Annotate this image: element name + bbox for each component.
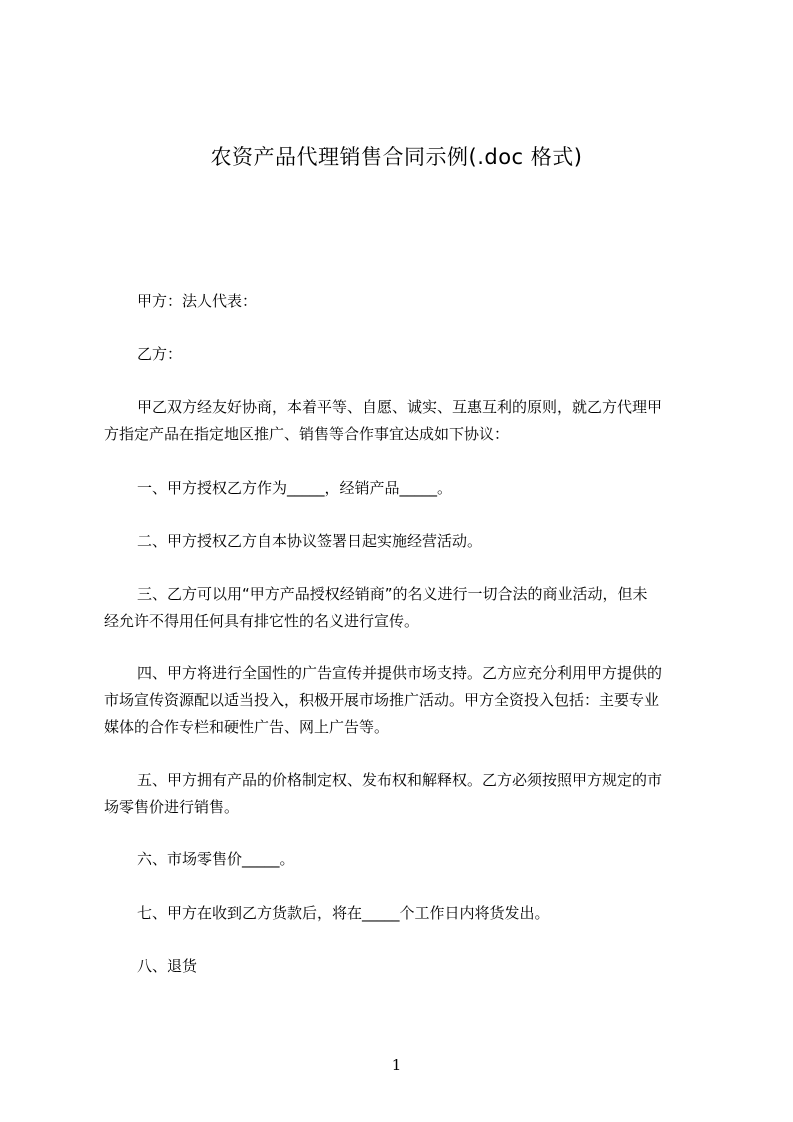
clause-5-line-1: 五、甲方拥有产品的价格制定权、发布权和解释权。乙方必须按照甲方规定的市 xyxy=(137,771,663,789)
clause-5 xyxy=(104,767,702,821)
party-a-line xyxy=(104,288,735,315)
intro-line-2: 方指定产品在指定地区推广、销售等合作事宜达成如下协议： xyxy=(104,425,510,443)
party-a-text: 甲方：法人代表： xyxy=(137,292,258,310)
clause-8 xyxy=(104,953,735,980)
document-title: 农资产品代理销售合同示例(.doc 格式) xyxy=(210,145,583,169)
clause-4 xyxy=(104,660,702,741)
clause-3 xyxy=(104,581,702,635)
intro-line-1: 甲乙双方经友好协商，本着平等、自愿、诚实、互惠互利的原则，就乙方代理甲 xyxy=(137,398,663,416)
clause-6-text: 六、市场零售价_____。 xyxy=(137,850,295,868)
clause-7-text: 七、甲方在收到乙方货款后，将在_____个工作日内将货发出。 xyxy=(137,904,550,922)
clause-3-line-2: 经允许不得用任何具有排它性的名义进行宣传。 xyxy=(104,612,420,630)
clause-1 xyxy=(104,475,735,502)
intro-paragraph xyxy=(104,394,702,448)
clause-7 xyxy=(104,900,735,927)
clause-2 xyxy=(104,528,735,555)
clause-8-text: 八、退货 xyxy=(137,957,198,975)
clause-4-line-1: 四、甲方将进行全国性的广告宣传并提供市场支持。乙方应充分利用甲方提供的 xyxy=(137,664,663,682)
party-b-text: 乙方： xyxy=(137,345,183,363)
page-number: 1 xyxy=(391,1056,402,1074)
party-b-line xyxy=(104,341,735,368)
clause-2-text: 二、甲方授权乙方自本协议签署日起实施经营活动。 xyxy=(137,532,483,550)
clause-4-line-2: 市场宣传资源配以适当投入，积极开展市场推广活动。甲方全资投入包括：主要专业 xyxy=(104,691,660,709)
clause-6 xyxy=(104,846,735,873)
clause-1-text: 一、甲方授权乙方作为_____，经销产品_____。 xyxy=(137,479,453,497)
clause-4-line-3: 媒体的合作专栏和硬性广告、网上广告等。 xyxy=(104,718,390,736)
clause-3-line-1: 三、乙方可以用“甲方产品授权经销商”的名义进行一切合法的商业活动，但未 xyxy=(137,585,648,603)
clause-5-line-2: 场零售价进行销售。 xyxy=(104,798,240,816)
